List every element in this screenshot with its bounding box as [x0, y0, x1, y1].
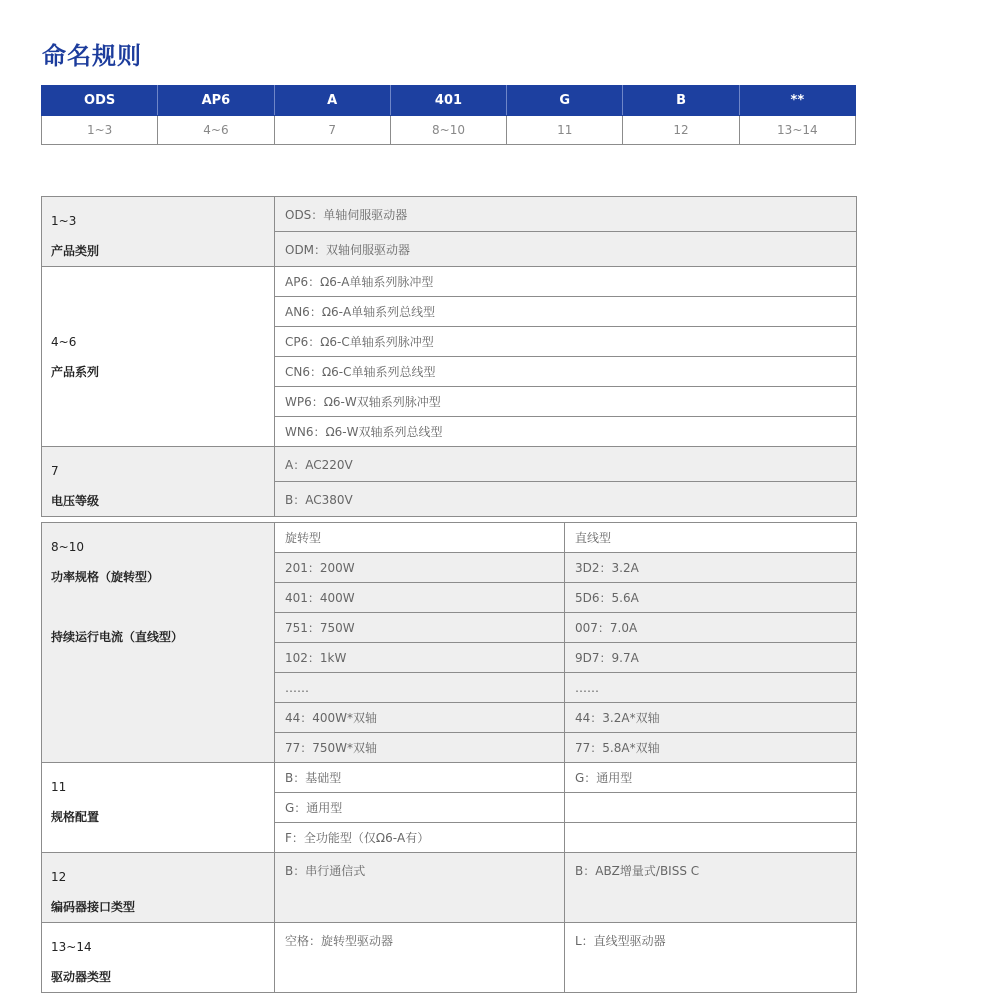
driver-label	[42, 923, 275, 993]
position-cell: 1~3	[42, 116, 158, 145]
table-row	[42, 853, 857, 923]
position-cell: 8~10	[390, 116, 506, 145]
option-cell: 77：5.8A*双轴	[565, 733, 857, 763]
section-number: 4~6	[51, 334, 77, 349]
naming-code-table	[41, 85, 856, 145]
option-cell: 401：400W	[275, 583, 565, 613]
option-cell: 44：3.2A*双轴	[565, 703, 857, 733]
code-cell: 401	[390, 86, 506, 116]
code-cell: ODS	[42, 86, 158, 116]
section-name: 编码器接口类型	[51, 900, 136, 914]
option-cell: ……	[275, 673, 565, 703]
section-number: 1~3	[51, 214, 77, 228]
product-type-label	[42, 197, 275, 267]
column-header: 直线型	[565, 523, 857, 553]
option-cell: B：串行通信式	[275, 853, 565, 923]
option-cell: AN6：Ω6-A单轴系列总线型	[275, 297, 857, 327]
column-header: 旋转型	[275, 523, 565, 553]
option-cell: G：通用型	[275, 793, 565, 823]
section-number: 7	[51, 464, 59, 478]
voltage-label	[42, 447, 275, 517]
option-cell: CN6：Ω6-C单轴系列总线型	[275, 357, 857, 387]
page-title: 命名规则	[42, 42, 142, 70]
position-cell: 13~14	[739, 116, 855, 145]
option-cell: 102：1kW	[275, 643, 565, 673]
option-cell: A：AC220V	[275, 447, 857, 482]
spec-label	[42, 763, 275, 853]
power-label	[42, 523, 275, 763]
option-cell: F：全功能型（仅Ω6-A有）	[275, 823, 565, 853]
section-name: 持续运行电流（直线型）	[51, 630, 184, 644]
option-cell	[565, 823, 857, 853]
option-cell: B：ABZ增量式/BISS C	[565, 853, 857, 923]
option-cell: WP6：Ω6-W双轴系列脉冲型	[275, 387, 857, 417]
code-cell: A	[274, 86, 390, 116]
option-cell: 9D7：9.7A	[565, 643, 857, 673]
section-name: 驱动器类型	[51, 970, 112, 984]
naming-detail-table-2	[41, 522, 857, 993]
option-cell: B：AC380V	[275, 482, 857, 517]
section-name: 功率规格（旋转型）	[51, 570, 160, 584]
table-row	[42, 447, 857, 482]
option-cell: 3D2：3.2A	[565, 553, 857, 583]
option-cell: B：基础型	[275, 763, 565, 793]
section-name: 产品系列	[51, 364, 100, 379]
position-cell: 4~6	[158, 116, 274, 145]
option-cell: 201：200W	[275, 553, 565, 583]
option-cell: 007：7.0A	[565, 613, 857, 643]
option-cell: AP6：Ω6-A单轴系列脉冲型	[275, 267, 857, 297]
table-row	[42, 523, 857, 553]
section-number: 8~10	[51, 540, 84, 554]
position-cell: 12	[623, 116, 739, 145]
option-cell: 751：750W	[275, 613, 565, 643]
code-cell: B	[623, 86, 739, 116]
code-cell: G	[507, 86, 623, 116]
product-series-label	[42, 267, 275, 447]
position-cell: 7	[274, 116, 390, 145]
option-cell: ODM：双轴伺服驱动器	[275, 232, 857, 267]
naming-detail-table-1	[41, 196, 857, 517]
code-cell: **	[739, 86, 855, 116]
code-header-row	[42, 86, 856, 116]
section-name: 规格配置	[51, 810, 100, 824]
option-cell: CP6：Ω6-C单轴系列脉冲型	[275, 327, 857, 357]
section-number: 13~14	[51, 940, 92, 954]
position-cell: 11	[507, 116, 623, 145]
section-name: 电压等级	[51, 494, 100, 508]
option-cell	[565, 793, 857, 823]
option-cell: ……	[565, 673, 857, 703]
section-number: 11	[51, 780, 67, 794]
encoder-label	[42, 853, 275, 923]
option-cell: WN6：Ω6-W双轴系列总线型	[275, 417, 857, 447]
section-number: 12	[51, 870, 67, 884]
option-cell: 5D6：5.6A	[565, 583, 857, 613]
option-cell: 空格：旋转型驱动器	[275, 923, 565, 993]
option-cell: ODS：单轴伺服驱动器	[275, 197, 857, 232]
option-cell: 44：400W*双轴	[275, 703, 565, 733]
table-row	[42, 923, 857, 993]
code-position-row	[42, 116, 856, 145]
table-row	[42, 267, 857, 297]
option-cell: L：直线型驱动器	[565, 923, 857, 993]
table-row	[42, 197, 857, 232]
section-name: 产品类别	[51, 244, 100, 258]
code-cell: AP6	[158, 86, 274, 116]
table-row	[42, 763, 857, 793]
option-cell: G：通用型	[565, 763, 857, 793]
option-cell: 77：750W*双轴	[275, 733, 565, 763]
